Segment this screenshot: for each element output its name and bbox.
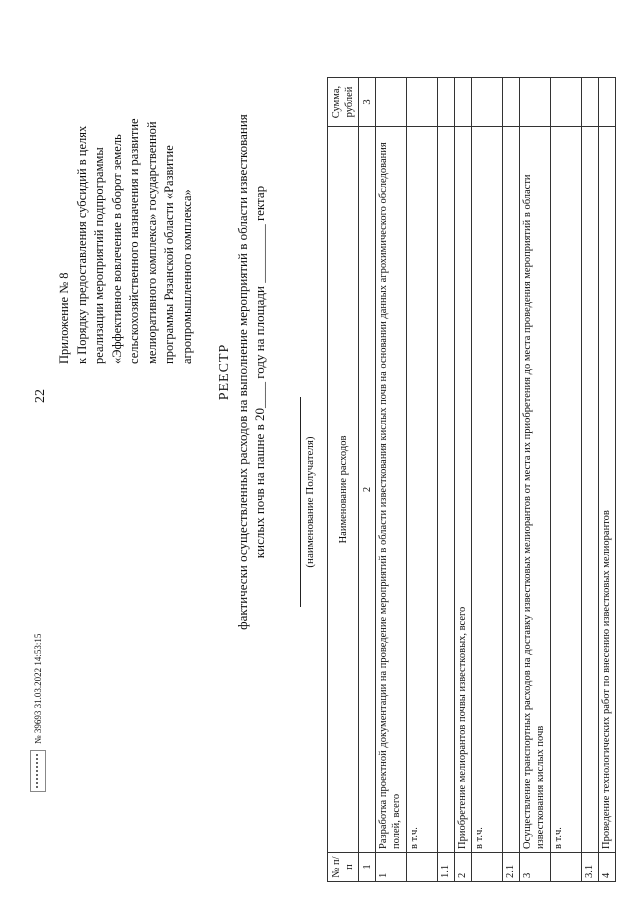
row-name [582,127,599,853]
document-subtitle-line2: кислых почв на пашне в 20____ году на площади _________ гектар [252,185,267,559]
table-row [599,78,616,882]
row-name: в т.ч. [407,127,438,853]
index-sum: 3 [359,78,376,127]
row-name: в т.ч. [551,127,582,853]
appendix-line: агропромышленного комплекса» [179,189,194,364]
row-sum [582,78,599,127]
row-sum [551,78,582,127]
table-index-row [359,78,376,882]
index-num: 1 [359,853,376,882]
stamp-image [30,750,46,792]
table-row [582,78,599,882]
table-row [472,78,503,882]
row-sum [438,78,455,127]
document-title: РЕЕСТР [217,343,232,401]
row-num [407,853,438,882]
row-sum [472,78,503,127]
row-sum [407,78,438,127]
row-sum [520,78,551,127]
table-row [376,78,407,882]
row-name [503,127,520,853]
registration-footer [30,634,46,792]
page-number: 22 [33,389,48,403]
row-name: Разработка проектной документации на проведение мероприятий в области известкования кислых почв на основании данных агрохимического обследования полей, всего [376,127,407,853]
row-name: Осуществление транспортных расходов на доставку известковых мелиорантов от места их приобретения до места проведения мероприятий в области известкования кислых почв [520,127,551,853]
row-num: 1.1 [438,853,455,882]
table-row [438,78,455,882]
row-name [438,127,455,853]
row-num: 2 [455,853,472,882]
table-row [503,78,520,882]
recipient-underline [300,397,301,607]
row-num: 3.1 [582,853,599,882]
appendix-block [56,52,196,364]
row-sum [503,78,520,127]
row-num [551,853,582,882]
index-name: 2 [359,127,376,853]
appendix-line: «Эффективное вовлечение в оборот земель [109,134,124,364]
row-sum [455,78,472,127]
header-num: № п/п [328,853,359,882]
row-num: 1 [376,853,407,882]
row-num: 2.1 [503,853,520,882]
table-row [407,78,438,882]
table-row [520,78,551,882]
appendix-line: реализации мероприятий подпрограммы [92,147,106,364]
row-sum [599,78,616,127]
appendix-line: к Порядку предоставления субсидий в целях [74,125,89,364]
registration-number: № 39693 31.03.2022 14:53:15 [33,633,43,744]
row-num [472,853,503,882]
expenses-table [327,77,616,882]
rotated-page-content [52,42,612,892]
table-row [551,78,582,882]
header-name: Наименование расходов [328,127,359,853]
recipient-note: (наименование Получателя) [304,436,316,568]
appendix-line: сельскохозяйственного назначения и развитие [127,118,141,364]
table-row [455,78,472,882]
appendix-line: Приложение № 8 [57,272,71,364]
row-name: Приобретение мелиорантов почвы известковых, всего [455,127,472,853]
row-sum [376,78,407,127]
row-num: 3 [520,853,551,882]
document-subtitle-line1: фактически осуществленных расходов на выполнение мероприятий в области известкования [235,114,250,630]
table-header-row [328,78,359,882]
appendix-line: мелиоративного комплекса» государственной [144,121,159,364]
appendix-line: программы Рязанской области «Развитие [162,145,176,364]
header-sum: Сумма, рублей [328,78,359,127]
row-num: 4 [599,853,616,882]
row-name: Проведение технологических работ по внесению известковых мелиорантов [599,127,616,853]
row-name: в т.ч. [472,127,503,853]
